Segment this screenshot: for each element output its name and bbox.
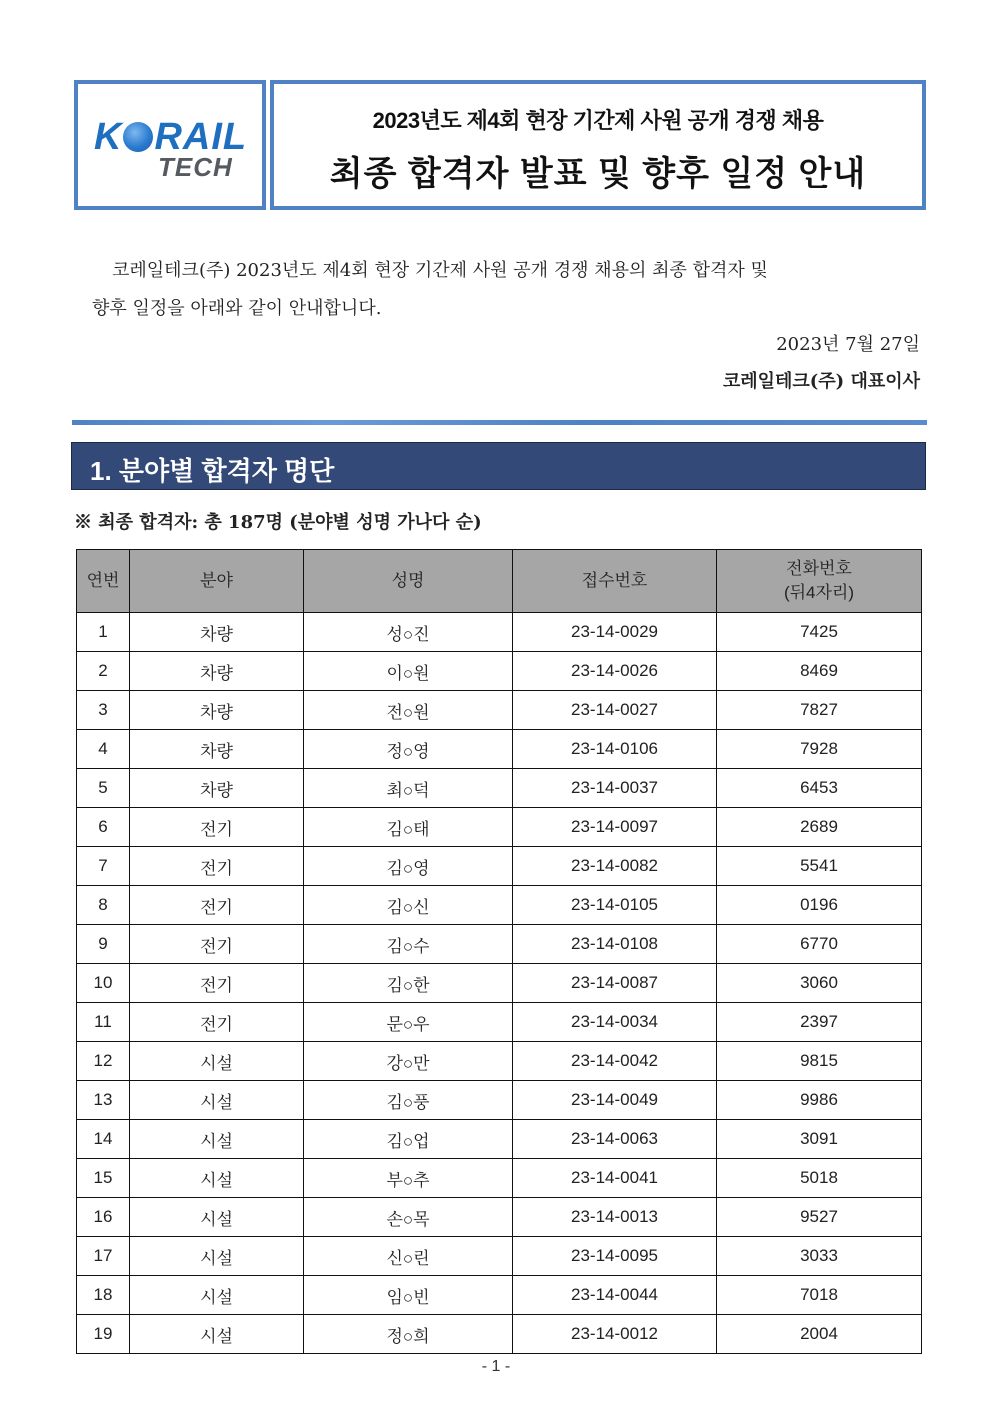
cell-phone: 6770: [717, 925, 922, 964]
cell-no: 4: [77, 730, 130, 769]
cell-field: 전기: [130, 1003, 304, 1042]
cell-reg: 23-14-0106: [513, 730, 717, 769]
cell-field: 차량: [130, 691, 304, 730]
cell-field: 시설: [130, 1237, 304, 1276]
table-row: [77, 1042, 922, 1081]
cell-name: 최○덕: [304, 769, 513, 808]
document-title: 최종 합격자 발표 및 향후 일정 안내: [329, 155, 867, 193]
cell-phone: 5018: [717, 1159, 922, 1198]
cell-field: 차량: [130, 730, 304, 769]
section-divider: [72, 420, 927, 425]
cell-name: 문○우: [304, 1003, 513, 1042]
table-row: [77, 1081, 922, 1120]
cell-phone: 9986: [717, 1081, 922, 1120]
cell-phone: 7827: [717, 691, 922, 730]
table-row: [77, 1120, 922, 1159]
cell-name: 정○희: [304, 1315, 513, 1354]
cell-name: 김○업: [304, 1120, 513, 1159]
cell-no: 6: [77, 808, 130, 847]
cell-no: 13: [77, 1081, 130, 1120]
cell-field: 시설: [130, 1042, 304, 1081]
section-header-bar: [71, 442, 926, 490]
intro-line-2: 향후 일정을 아래와 같이 안내합니다.: [92, 298, 382, 319]
cell-reg: 23-14-0012: [513, 1315, 717, 1354]
cell-field: 차량: [130, 613, 304, 652]
cell-phone: 7018: [717, 1276, 922, 1315]
cell-name: 부○추: [304, 1159, 513, 1198]
cell-field: 시설: [130, 1081, 304, 1120]
cell-field: 전기: [130, 808, 304, 847]
header-phone-line2: (뒤4자리): [783, 583, 855, 602]
logo-letters-rail: RAIL: [154, 116, 248, 158]
cell-no: 10: [77, 964, 130, 1003]
cell-phone: 0196: [717, 886, 922, 925]
cell-phone: 3033: [717, 1237, 922, 1276]
cell-no: 11: [77, 1003, 130, 1042]
header-no: 연번: [77, 550, 130, 613]
cell-no: 18: [77, 1276, 130, 1315]
cell-no: 16: [77, 1198, 130, 1237]
announcement-date: 2023년 7월 27일: [776, 334, 920, 355]
cell-field: 시설: [130, 1198, 304, 1237]
cell-reg: 23-14-0037: [513, 769, 717, 808]
header-registration-number: 접수번호: [513, 550, 717, 613]
cell-phone: 2004: [717, 1315, 922, 1354]
table-header-row: [77, 550, 922, 613]
title-box: [270, 80, 926, 210]
cell-name: 전○원: [304, 691, 513, 730]
cell-field: 시설: [130, 1120, 304, 1159]
cell-reg: 23-14-0042: [513, 1042, 717, 1081]
cell-name: 신○린: [304, 1237, 513, 1276]
cell-field: 전기: [130, 886, 304, 925]
cell-no: 14: [77, 1120, 130, 1159]
logo-letter-k: K: [94, 116, 123, 158]
logo-tech-wordmark: TECH: [158, 152, 233, 182]
cell-name: 손○목: [304, 1198, 513, 1237]
cell-field: 전기: [130, 964, 304, 1003]
passers-table: [76, 549, 922, 1354]
cell-no: 1: [77, 613, 130, 652]
cell-phone: 7425: [717, 613, 922, 652]
cell-no: 9: [77, 925, 130, 964]
cell-reg: 23-14-0034: [513, 1003, 717, 1042]
cell-reg: 23-14-0049: [513, 1081, 717, 1120]
table-row: [77, 886, 922, 925]
header-phone: [717, 550, 922, 613]
cell-name: 김○영: [304, 847, 513, 886]
cell-name: 김○신: [304, 886, 513, 925]
cell-name: 이○원: [304, 652, 513, 691]
cell-reg: 23-14-0026: [513, 652, 717, 691]
table-row: [77, 1276, 922, 1315]
table-row: [77, 1003, 922, 1042]
cell-field: 시설: [130, 1315, 304, 1354]
cell-name: 김○태: [304, 808, 513, 847]
cell-phone: 9815: [717, 1042, 922, 1081]
cell-field: 시설: [130, 1159, 304, 1198]
cell-phone: 3091: [717, 1120, 922, 1159]
cell-field: 차량: [130, 652, 304, 691]
company-logo-box: [74, 80, 266, 210]
table-row: [77, 652, 922, 691]
cell-no: 17: [77, 1237, 130, 1276]
intro-line-1: 코레일테크(주) 2023년도 제4회 현장 기간제 사원 공개 경쟁 채용의 최종 합격자 및: [112, 260, 768, 281]
header-phone-line1: 전화번호: [786, 559, 852, 578]
cell-reg: 23-14-0044: [513, 1276, 717, 1315]
cell-no: 2: [77, 652, 130, 691]
cell-field: 전기: [130, 847, 304, 886]
cell-phone: 9527: [717, 1198, 922, 1237]
table-row: [77, 1315, 922, 1354]
cell-name: 김○수: [304, 925, 513, 964]
table-row: [77, 691, 922, 730]
cell-no: 12: [77, 1042, 130, 1081]
table-row: [77, 1198, 922, 1237]
cell-name: 강○만: [304, 1042, 513, 1081]
table-row: [77, 808, 922, 847]
document-subtitle: 2023년도 제4회 현장 기간제 사원 공개 경쟁 채용: [372, 108, 824, 133]
cell-name: 정○영: [304, 730, 513, 769]
table-row: [77, 1159, 922, 1198]
cell-name: 성○진: [304, 613, 513, 652]
cell-reg: 23-14-0013: [513, 1198, 717, 1237]
header-name: 성명: [304, 550, 513, 613]
cell-reg: 23-14-0097: [513, 808, 717, 847]
table-row: [77, 769, 922, 808]
cell-field: 차량: [130, 769, 304, 808]
page-number: - 1 -: [481, 1358, 511, 1375]
cell-no: 7: [77, 847, 130, 886]
cell-field: 시설: [130, 1276, 304, 1315]
header-field: 분야: [130, 550, 304, 613]
signer: 코레일테크(주) 대표이사: [722, 371, 920, 392]
cell-no: 15: [77, 1159, 130, 1198]
section-title: 1. 분야별 합격자 명단: [90, 456, 335, 486]
table-row: [77, 847, 922, 886]
cell-no: 5: [77, 769, 130, 808]
intro-paragraph: [92, 252, 892, 328]
cell-reg: 23-14-0095: [513, 1237, 717, 1276]
cell-phone: 5541: [717, 847, 922, 886]
cell-name: 임○빈: [304, 1276, 513, 1315]
table-row: [77, 1237, 922, 1276]
cell-phone: 6453: [717, 769, 922, 808]
logo-globe-icon: [123, 122, 153, 152]
cell-reg: 23-14-0087: [513, 964, 717, 1003]
cell-no: 19: [77, 1315, 130, 1354]
table-row: [77, 925, 922, 964]
cell-phone: 8469: [717, 652, 922, 691]
cell-reg: 23-14-0029: [513, 613, 717, 652]
cell-name: 김○풍: [304, 1081, 513, 1120]
cell-no: 3: [77, 691, 130, 730]
cell-reg: 23-14-0027: [513, 691, 717, 730]
total-passers-note: ※ 최종 합격자: 총 187명 (분야별 성명 가나다 순): [74, 512, 482, 533]
cell-reg: 23-14-0063: [513, 1120, 717, 1159]
cell-no: 8: [77, 886, 130, 925]
cell-field: 전기: [130, 925, 304, 964]
table-row: [77, 730, 922, 769]
cell-reg: 23-14-0108: [513, 925, 717, 964]
cell-name: 김○한: [304, 964, 513, 1003]
cell-phone: 2689: [717, 808, 922, 847]
table-row: [77, 964, 922, 1003]
cell-reg: 23-14-0041: [513, 1159, 717, 1198]
table-row: [77, 613, 922, 652]
cell-reg: 23-14-0105: [513, 886, 717, 925]
cell-reg: 23-14-0082: [513, 847, 717, 886]
cell-phone: 3060: [717, 964, 922, 1003]
cell-phone: 2397: [717, 1003, 922, 1042]
cell-phone: 7928: [717, 730, 922, 769]
